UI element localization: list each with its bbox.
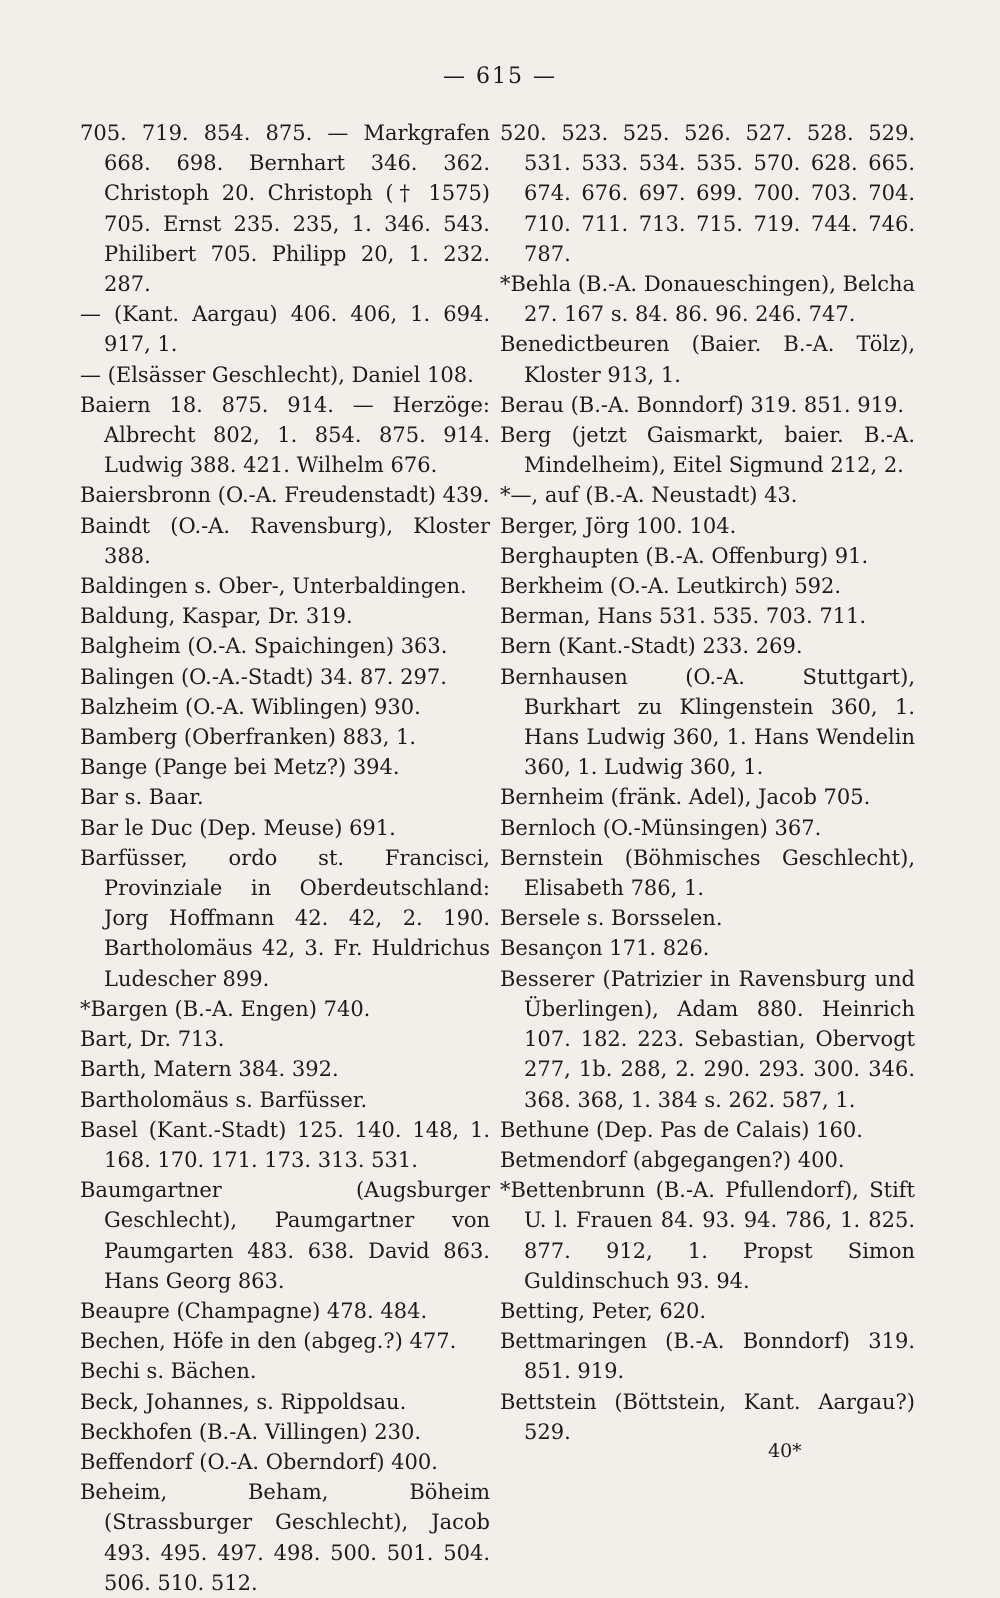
left-column: [80, 118, 490, 1598]
index-entry: Bechi s. Bächen.: [80, 1359, 257, 1384]
index-entry: Bartholomäus s. Barfüsser.: [80, 1087, 368, 1112]
index-entry: Bechen, Höfe in den (abgeg.?) 477.: [80, 1329, 457, 1354]
index-entry: Bernloch (O.-Münsingen) 367.: [500, 815, 822, 840]
index-entry: Berman, Hans 531. 535. 703. 711.: [500, 604, 867, 629]
index-entry: 520. 523. 525. 526. 527. 528. 529. 531. 533. 534. 535. 570. 628. 665. 674. 676. 697. 699. 700. 703. 704. 710. 711. 713. 715. 719. 744. 746. 787.: [500, 121, 915, 266]
index-entry: Bernheim (fränk. Adel), Jacob 705.: [500, 785, 871, 810]
index-entry: Barth, Matern 384. 392.: [80, 1057, 339, 1082]
index-entry: — (Kant. Aargau) 406. 406, 1. 694. 917, 1.: [80, 302, 490, 357]
index-entry: Bar s. Baar.: [80, 785, 204, 810]
index-entry: Baiersbronn (O.-A. Freudenstadt) 439.: [80, 483, 490, 508]
index-entry: Bern (Kant.-Stadt) 233. 269.: [500, 634, 803, 659]
index-entry: Bettmaringen (B.-A. Bonndorf) 319. 851. 919.: [500, 1329, 915, 1384]
index-entry: Bethune (Dep. Pas de Calais) 160.: [500, 1117, 863, 1142]
index-entry: Bart, Dr. 713.: [80, 1027, 225, 1052]
index-entry: *—, auf (B.-A. Neustadt) 43.: [500, 483, 798, 508]
index-entry: Bamberg (Oberfranken) 883, 1.: [80, 725, 417, 750]
index-entry: Benedictbeuren (Baier. B.-A. Tölz), Kloster 913, 1.: [500, 332, 915, 387]
index-entry: Bange (Pange bei Metz?) 394.: [80, 755, 400, 780]
index-entry: Berg (jetzt Gaismarkt, baier. B.-A. Mindelheim), Eitel Sigmund 212, 2.: [500, 423, 915, 478]
index-entry: *Bargen (B.-A. Engen) 740.: [80, 996, 371, 1021]
index-entry: Balgheim (O.-A. Spaichingen) 363.: [80, 634, 448, 659]
index-entry: Baindt (O.-A. Ravensburg), Kloster 388.: [80, 513, 490, 568]
index-entry: Baumgartner (Augsburger Geschlecht), Paumgartner von Paumgarten 483. 638. David 863. Hans Georg 863.: [80, 1178, 490, 1293]
index-entry: Beck, Johannes, s. Rippoldsau.: [80, 1389, 407, 1414]
index-entry: Beaupre (Champagne) 478. 484.: [80, 1298, 428, 1323]
index-entry: Balzheim (O.-A. Wiblingen) 930.: [80, 694, 421, 719]
index-entry: *Behla (B.-A. Donaueschingen), Belcha 27. 167 s. 84. 86. 96. 246. 747.: [500, 272, 915, 327]
index-entry: Bernhausen (O.-A. Stuttgart), Burkhart zu Klingenstein 360, 1. Hans Ludwig 360, 1. Hans Wendelin 360, 1. Ludwig 360, 1.: [500, 664, 915, 780]
index-entry: Balingen (O.-A.-Stadt) 34. 87. 297.: [80, 664, 447, 689]
index-entry: Berau (B.-A. Bonndorf) 319. 851. 919.: [500, 392, 905, 417]
index-entry: *Bettenbrunn (B.-A. Pfullendorf), Stift U. l. Frauen 84. 93. 94. 786, 1. 825. 877. 912, 1. Propst Simon Guldinschuch 93. 94.: [500, 1178, 915, 1293]
index-entry: Baiern 18. 875. 914. — Herzöge: Albrecht 802, 1. 854. 875. 914. Ludwig 388. 421. Wilhelm 676.: [80, 392, 490, 478]
index-entry: Berghaupten (B.-A. Offenburg) 91.: [500, 543, 869, 568]
index-entry: Bar le Duc (Dep. Meuse) 691.: [80, 815, 396, 840]
index-entry: Beckhofen (B.-A. Villingen) 230.: [80, 1419, 422, 1444]
index-entry: Bettstein (Böttstein, Kant. Aargau?) 529.: [500, 1389, 915, 1444]
index-entry: Berger, Jörg 100. 104.: [500, 513, 737, 538]
index-entry: Baldung, Kaspar, Dr. 319.: [80, 604, 353, 629]
index-entry: Beheim, Beham, Böheim (Strassburger Geschlecht), Jacob 493. 495. 497. 498. 500. 501. 504. 506. 510. 512.: [80, 1480, 490, 1595]
index-entry: Baldingen s. Ober-, Unterbaldingen.: [80, 574, 467, 599]
index-entry: Besançon 171. 826.: [500, 936, 710, 961]
index-entry: Berkheim (O.-A. Leutkirch) 592.: [500, 574, 842, 599]
printer-signature: 40*: [768, 1440, 802, 1462]
index-entry: Betting, Peter, 620.: [500, 1298, 707, 1323]
page-number: — 615 —: [443, 64, 557, 89]
index-entry: Besserer (Patrizier in Ravensburg und Überlingen), Adam 880. Heinrich 107. 182. 223. Sebastian, Obervogt 277, 1b. 288, 2. 290. 293. 300. 346. 368. 368, 1. 384 s. 262. 587, 1.: [500, 966, 915, 1112]
index-entry: Betmendorf (abgegangen?) 400.: [500, 1147, 845, 1172]
index-entry: Bernstein (Böhmisches Geschlecht), Elisabeth 786, 1.: [500, 845, 915, 901]
index-entry: Beffendorf (O.-A. Oberndorf) 400.: [80, 1449, 438, 1474]
right-column: [500, 118, 915, 1447]
index-entry: 705. 719. 854. 875. — Markgrafen 668. 698. Bernhart 346. 362. Christoph 20. Christoph († 1575) 705. Ernst 235. 235, 1. 346. 543. Philibert 705. Philipp 20, 1. 232. 287.: [80, 121, 490, 297]
index-entry: Basel (Kant.-Stadt) 125. 140. 148, 1. 168. 170. 171. 173. 313. 531.: [80, 1117, 490, 1172]
index-entry: Barfüsser, ordo st. Francisci, Provinziale in Oberdeutschland: Jorg Hoffmann 42. 42, 2. 190. Bartholomäus 42, 3. Fr. Huldrichus Ludescher 899.: [80, 845, 490, 991]
index-entry: Bersele s. Borsselen.: [500, 906, 723, 931]
index-entry: — (Elsässer Geschlecht), Daniel 108.: [80, 362, 474, 387]
